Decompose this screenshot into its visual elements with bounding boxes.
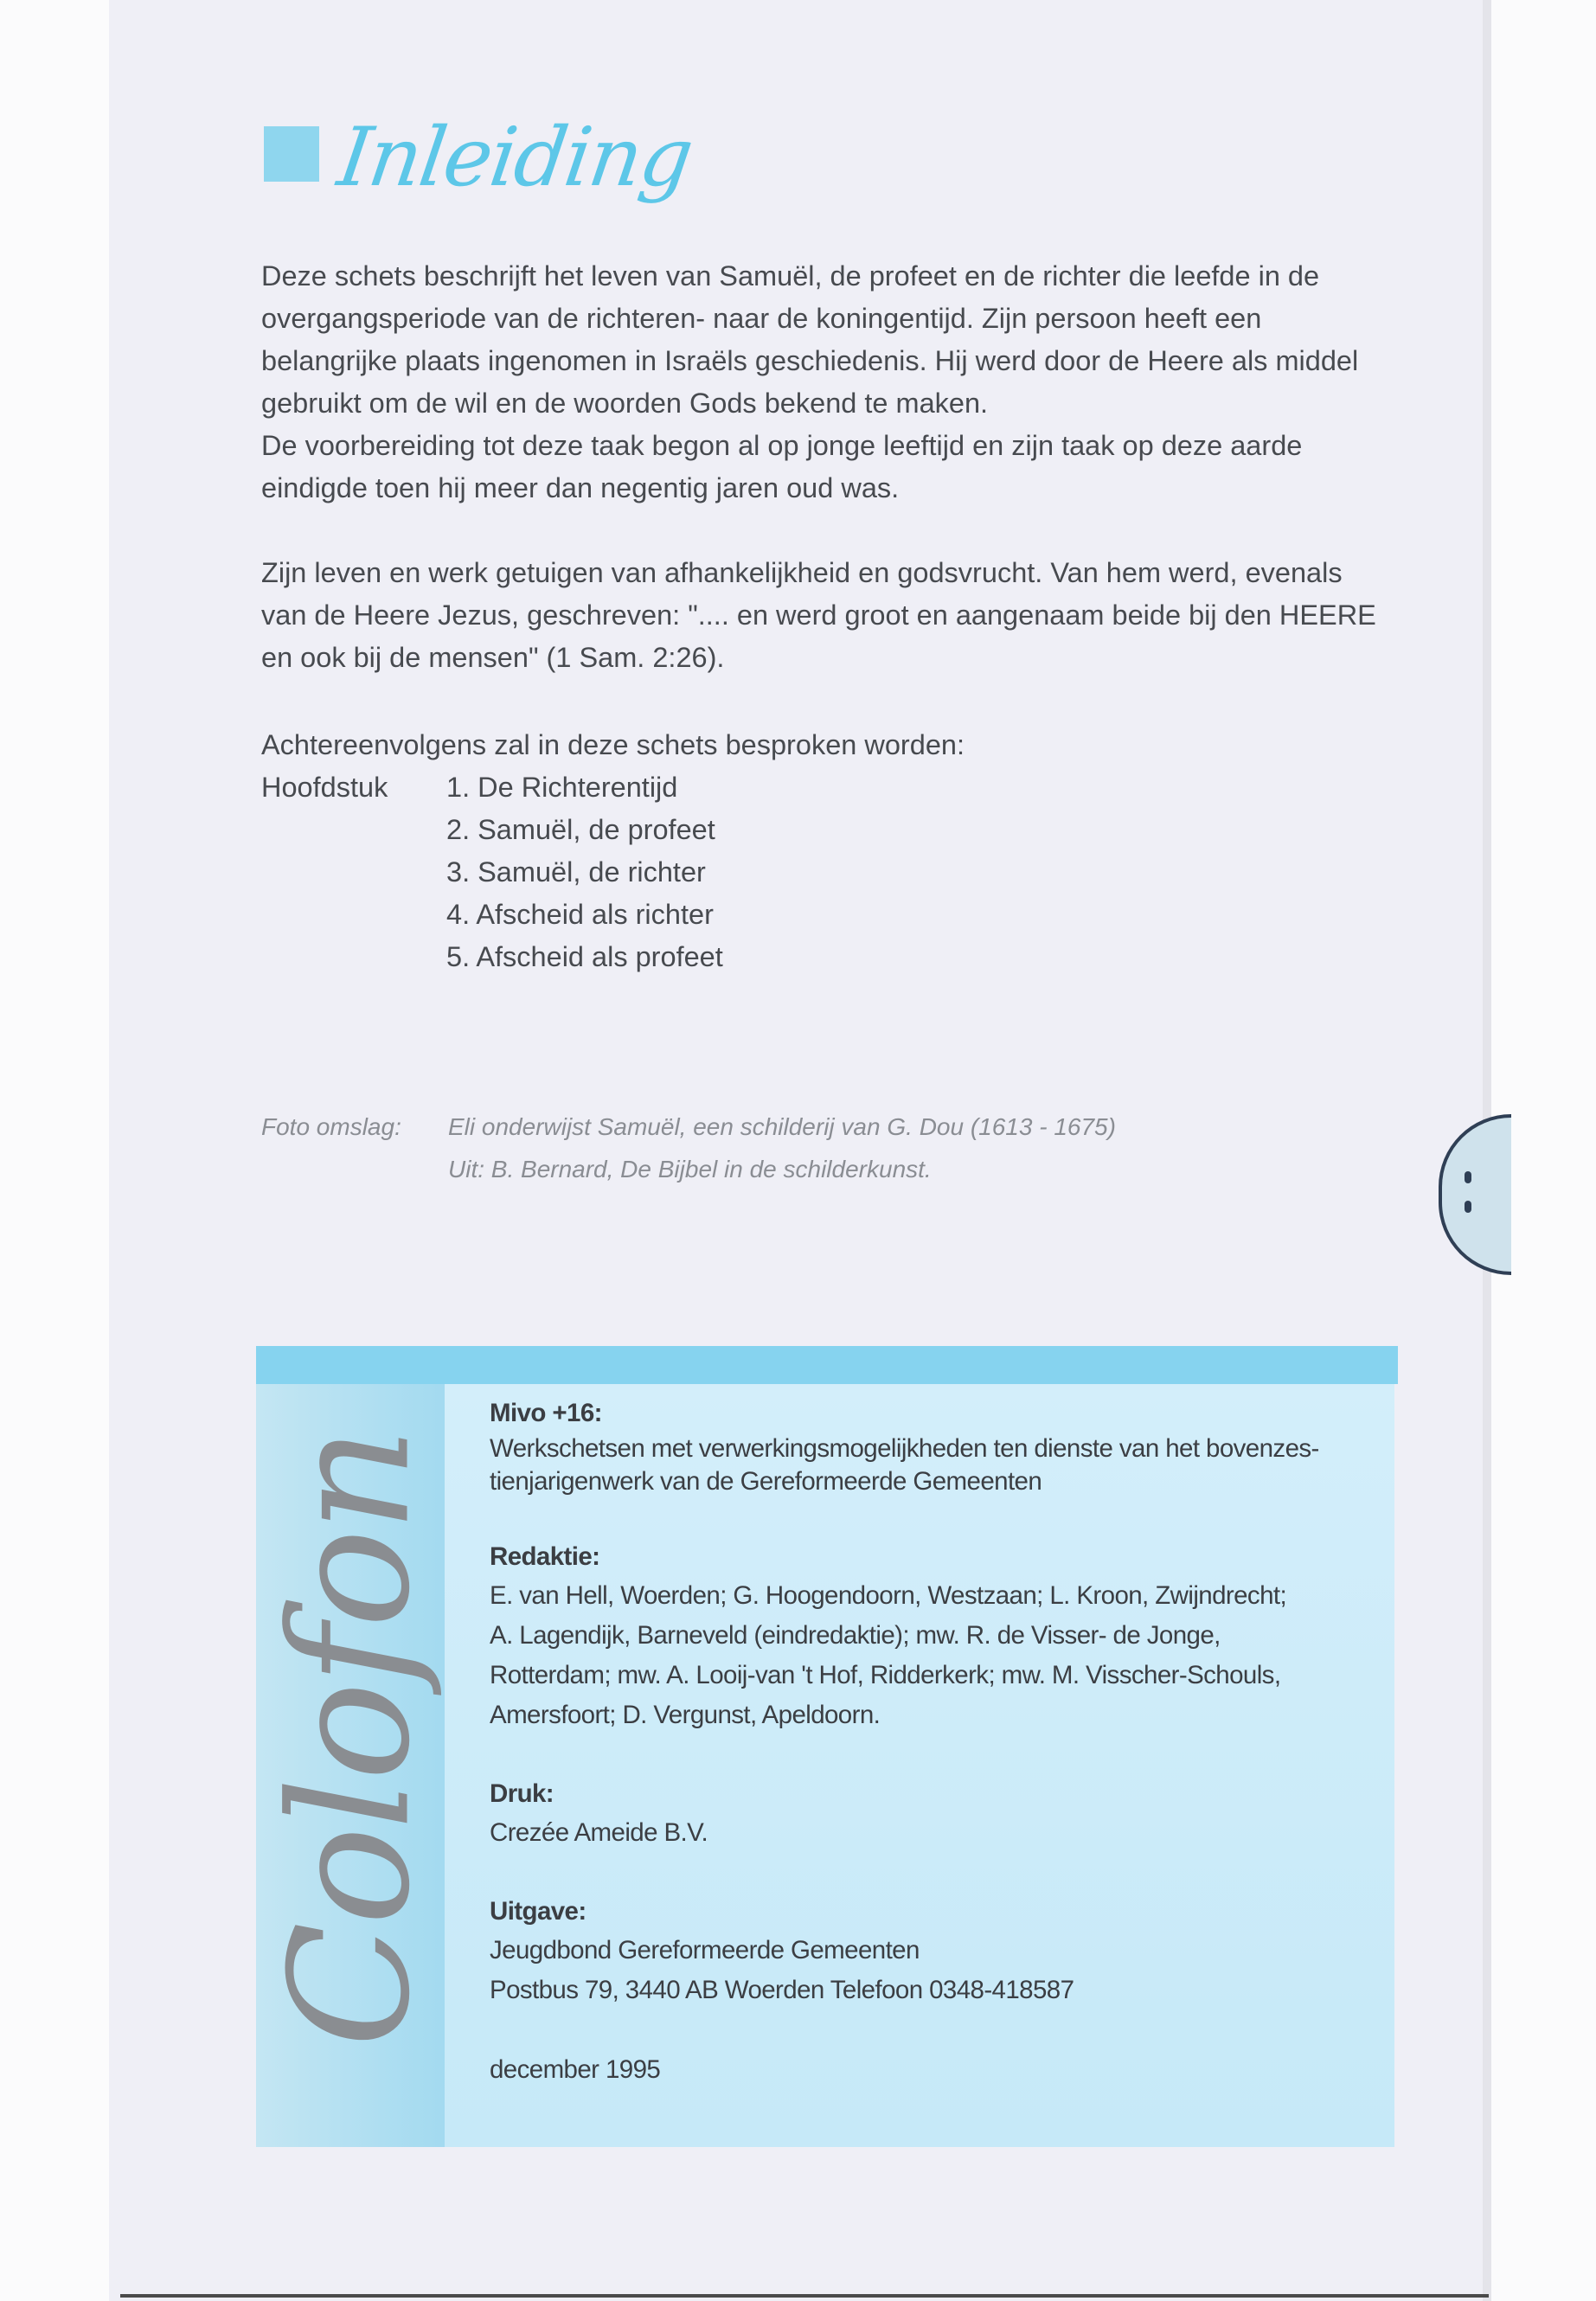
druk-heading: Druk: <box>490 1779 554 1808</box>
colofon-date: december 1995 <box>490 2055 661 2084</box>
photo-credit-line-2: Uit: B. Bernard, De Bijbel in de schilderkunst. <box>448 1156 932 1183</box>
tab-dot <box>1465 1201 1471 1213</box>
intro-paragraph-2: De voorbereiding tot deze taak begon al op jonge leeftijd en zijn taak op deze aarde eindigde toen hij meer dan negentig jaren oud was. <box>261 430 1303 503</box>
redaktie-line: A. Lagendijk, Barneveld (eindredaktie); mw. R. de Visser- de Jonge, <box>490 1621 1221 1650</box>
photo-credit-line-1: Eli onderwijst Samuël, een schilderij van G. Dou (1613 - 1675) <box>448 1113 1116 1140</box>
uitgave-heading: Uitgave: <box>490 1897 586 1926</box>
redaktie-line: Amersfoort; D. Vergunst, Apeldoorn. <box>490 1701 881 1729</box>
chapter-row <box>261 809 965 851</box>
colofon-title-text: Colofon <box>254 1429 446 2048</box>
chapter-item: 3. Samuël, de richter <box>446 856 706 888</box>
chapter-item: 4. Afscheid als richter <box>446 899 714 930</box>
intro-paragraph-1: Deze schets beschrijft het leven van Samuël, de profeet en de richter die leefde in de overgangsperiode van de richteren- naar de koningentijd. Zijn persoon heeft een belangrijke plaats ingenomen in Israëls geschiedenis. Hij werd door de Heere als middel gebruikt om de wil en de woorden Gods bekend te maken. <box>261 260 1359 419</box>
chapter-row <box>261 894 965 936</box>
bottom-edge-line <box>120 2294 1489 2298</box>
chapter-row <box>261 851 965 894</box>
druk-line: Crezée Ameide B.V. <box>490 1818 708 1847</box>
uitgave-line: Postbus 79, 3440 AB Woerden Telefoon 0348-418587 <box>490 1976 1074 2004</box>
mivo-line: tienjarigenwerk van de Gereformeerde Gemeenten <box>490 1467 1042 1496</box>
page-title: Inleiding <box>332 111 698 205</box>
mivo-line: Werkschetsen met verwerkingsmogelijkheden ten dienste van het bovenzes- <box>490 1434 1319 1463</box>
redaktie-heading: Redaktie: <box>490 1542 600 1571</box>
background-left <box>0 0 109 2301</box>
colofon-redaktie <box>490 1538 1389 1735</box>
chapter-item: 2. Samuël, de profeet <box>446 814 715 845</box>
colofon-uitgave <box>490 1893 1389 2010</box>
colofon-content <box>490 1394 1389 2090</box>
tab-dot <box>1465 1171 1471 1183</box>
colofon-mivo <box>490 1394 1389 1498</box>
chapter-row <box>261 766 965 809</box>
colofon-druk <box>490 1775 1389 1853</box>
chapter-list-intro: Achtereenvolgens zal in deze schets besproken worden: <box>261 729 965 760</box>
uitgave-line: Jeugdbond Gereformeerde Gemeenten <box>490 1936 920 1965</box>
colofon-top-bar <box>256 1346 1398 1384</box>
intro-paragraph-3: Zijn leven en werk getuigen van afhankelijkheid en godsvrucht. Van hem werd, evenals van de Heere Jezus, geschreven: ".... en werd groot en aangenaam beide bij den HEERE en ook bij de mensen" (1 Sam. 2:26). <box>261 557 1376 673</box>
chapter-row <box>261 936 965 978</box>
redaktie-line: Rotterdam; mw. A. Looij-van 't Hof, Ridderkerk; mw. M. Visscher-Schouls, <box>490 1661 1281 1689</box>
photo-credit <box>261 1106 1116 1190</box>
chapter-item: 1. De Richterentijd <box>446 772 678 803</box>
photo-credit-label: Foto omslag: <box>261 1113 401 1140</box>
chapter-list <box>261 724 965 978</box>
intro-text <box>261 255 1394 679</box>
title-square-icon <box>264 126 319 182</box>
mivo-heading: Mivo +16: <box>490 1399 602 1427</box>
chapter-label: Hoofdstuk <box>261 772 388 803</box>
chapter-item: 5. Afscheid als profeet <box>446 941 723 972</box>
redaktie-line: E. van Hell, Woerden; G. Hoogendoorn, Westzaan; L. Kroon, Zwijndrecht; <box>490 1581 1287 1610</box>
